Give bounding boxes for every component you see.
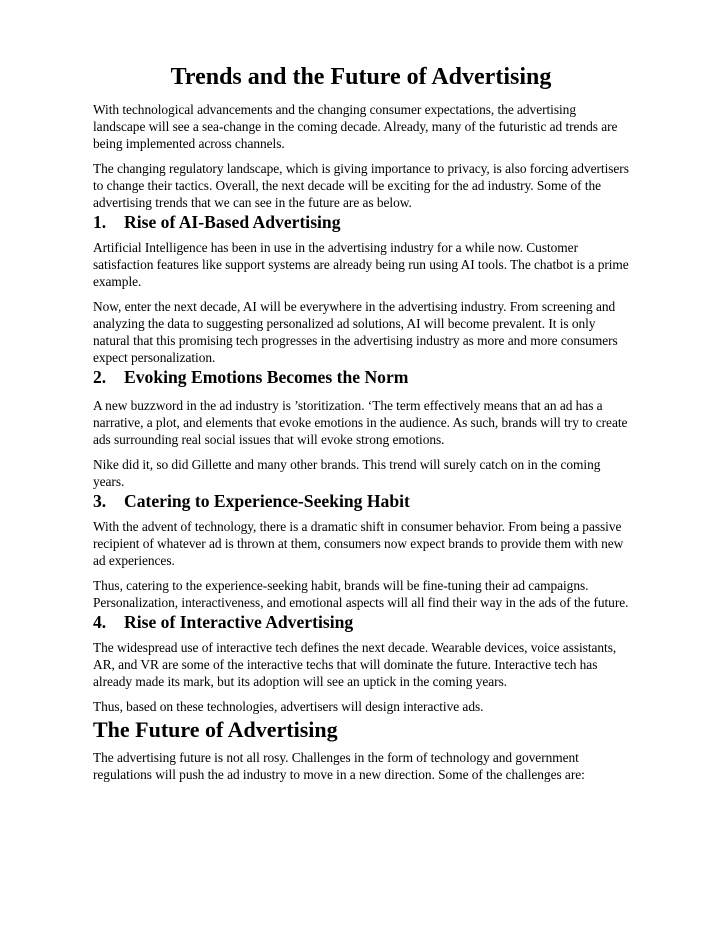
section-2-paragraph-2: Nike did it, so did Gillette and many other brands. This trend will surely catch on in the coming years. xyxy=(93,457,601,489)
section-heading-2 xyxy=(93,366,629,388)
section-1-paragraph-1: Artificial Intelligence has been in use in the advertising industry for a while now. Customer satisfaction features like support systems are already being run using AI tools. The chatbot is a prime example. xyxy=(93,240,629,289)
document-page xyxy=(93,62,629,783)
future-paragraph: The advertising future is not all rosy. Challenges in the form of technology and government regulations will push the ad industry to move in a new direction. Some of the challenges are: xyxy=(93,750,585,782)
section-title: Rise of Interactive Advertising xyxy=(124,612,354,632)
section-3-paragraph-2: Thus, catering to the experience-seeking habit, brands will be fine-tuning their ad campaigns. Personalization, interactiveness, and emotional aspects will all find their way in the ads of the future. xyxy=(93,578,629,610)
section-2-paragraph-1: A new buzzword in the ad industry is ’storitization. ‘The term effectively means that an ad has a narrative, a plot, and elements that evoke emotions in the audience. As such, brands will try to create ads surrounding real social issues that will evoke strong emotions. xyxy=(93,398,628,447)
section-4-paragraph-1: The widespread use of interactive tech defines the next decade. Wearable devices, voice assistants, AR, and VR are some of the interactive techs that will dominate the future. Interactive tech has already made its mark, but its adoption will see an uptick in the coming years. xyxy=(93,640,617,689)
section-heading-3 xyxy=(93,490,629,512)
intro-paragraph-1: With technological advancements and the changing consumer expectations, the advertising landscape will see a sea-change in the coming decade. Already, many of the futuristic ad trends are being implemented across channels. xyxy=(93,102,618,151)
section-1-paragraph-2: Now, enter the next decade, AI will be everywhere in the advertising industry. From screening and analyzing the data to suggesting personalized ad solutions, AI will become prevalent. It is only natural that this promising tech progresses in the advertising industry as more and more consumers expect personalization. xyxy=(93,299,618,365)
intro-paragraph-2: The changing regulatory landscape, which is giving importance to privacy, is also forcing advertisers to change their tactics. Overall, the next decade will be exciting for the ad industry. Some of the advertising trends that we can see in the future are as below. xyxy=(93,161,629,210)
section-number: 4. xyxy=(93,612,107,632)
section-number: 2. xyxy=(93,367,107,387)
section-number: 1. xyxy=(93,212,107,232)
document-title: Trends and the Future of Advertising xyxy=(170,64,552,90)
section-heading-4 xyxy=(93,611,629,633)
section-heading-1 xyxy=(93,211,629,233)
section-title: Evoking Emotions Becomes the Norm xyxy=(124,367,409,387)
section-number: 3. xyxy=(93,491,107,511)
section-3-paragraph-1: With the advent of technology, there is a dramatic shift in consumer behavior. From being a passive recipient of whatever ad is thrown at them, consumers now expect brands to provide them with new ad experiences. xyxy=(93,519,624,568)
section-title: Rise of AI-Based Advertising xyxy=(124,212,341,232)
future-heading: The Future of Advertising xyxy=(93,717,338,742)
section-title: Catering to Experience-Seeking Habit xyxy=(124,491,410,511)
section-4-paragraph-2: Thus, based on these technologies, advertisers will design interactive ads. xyxy=(93,699,484,714)
